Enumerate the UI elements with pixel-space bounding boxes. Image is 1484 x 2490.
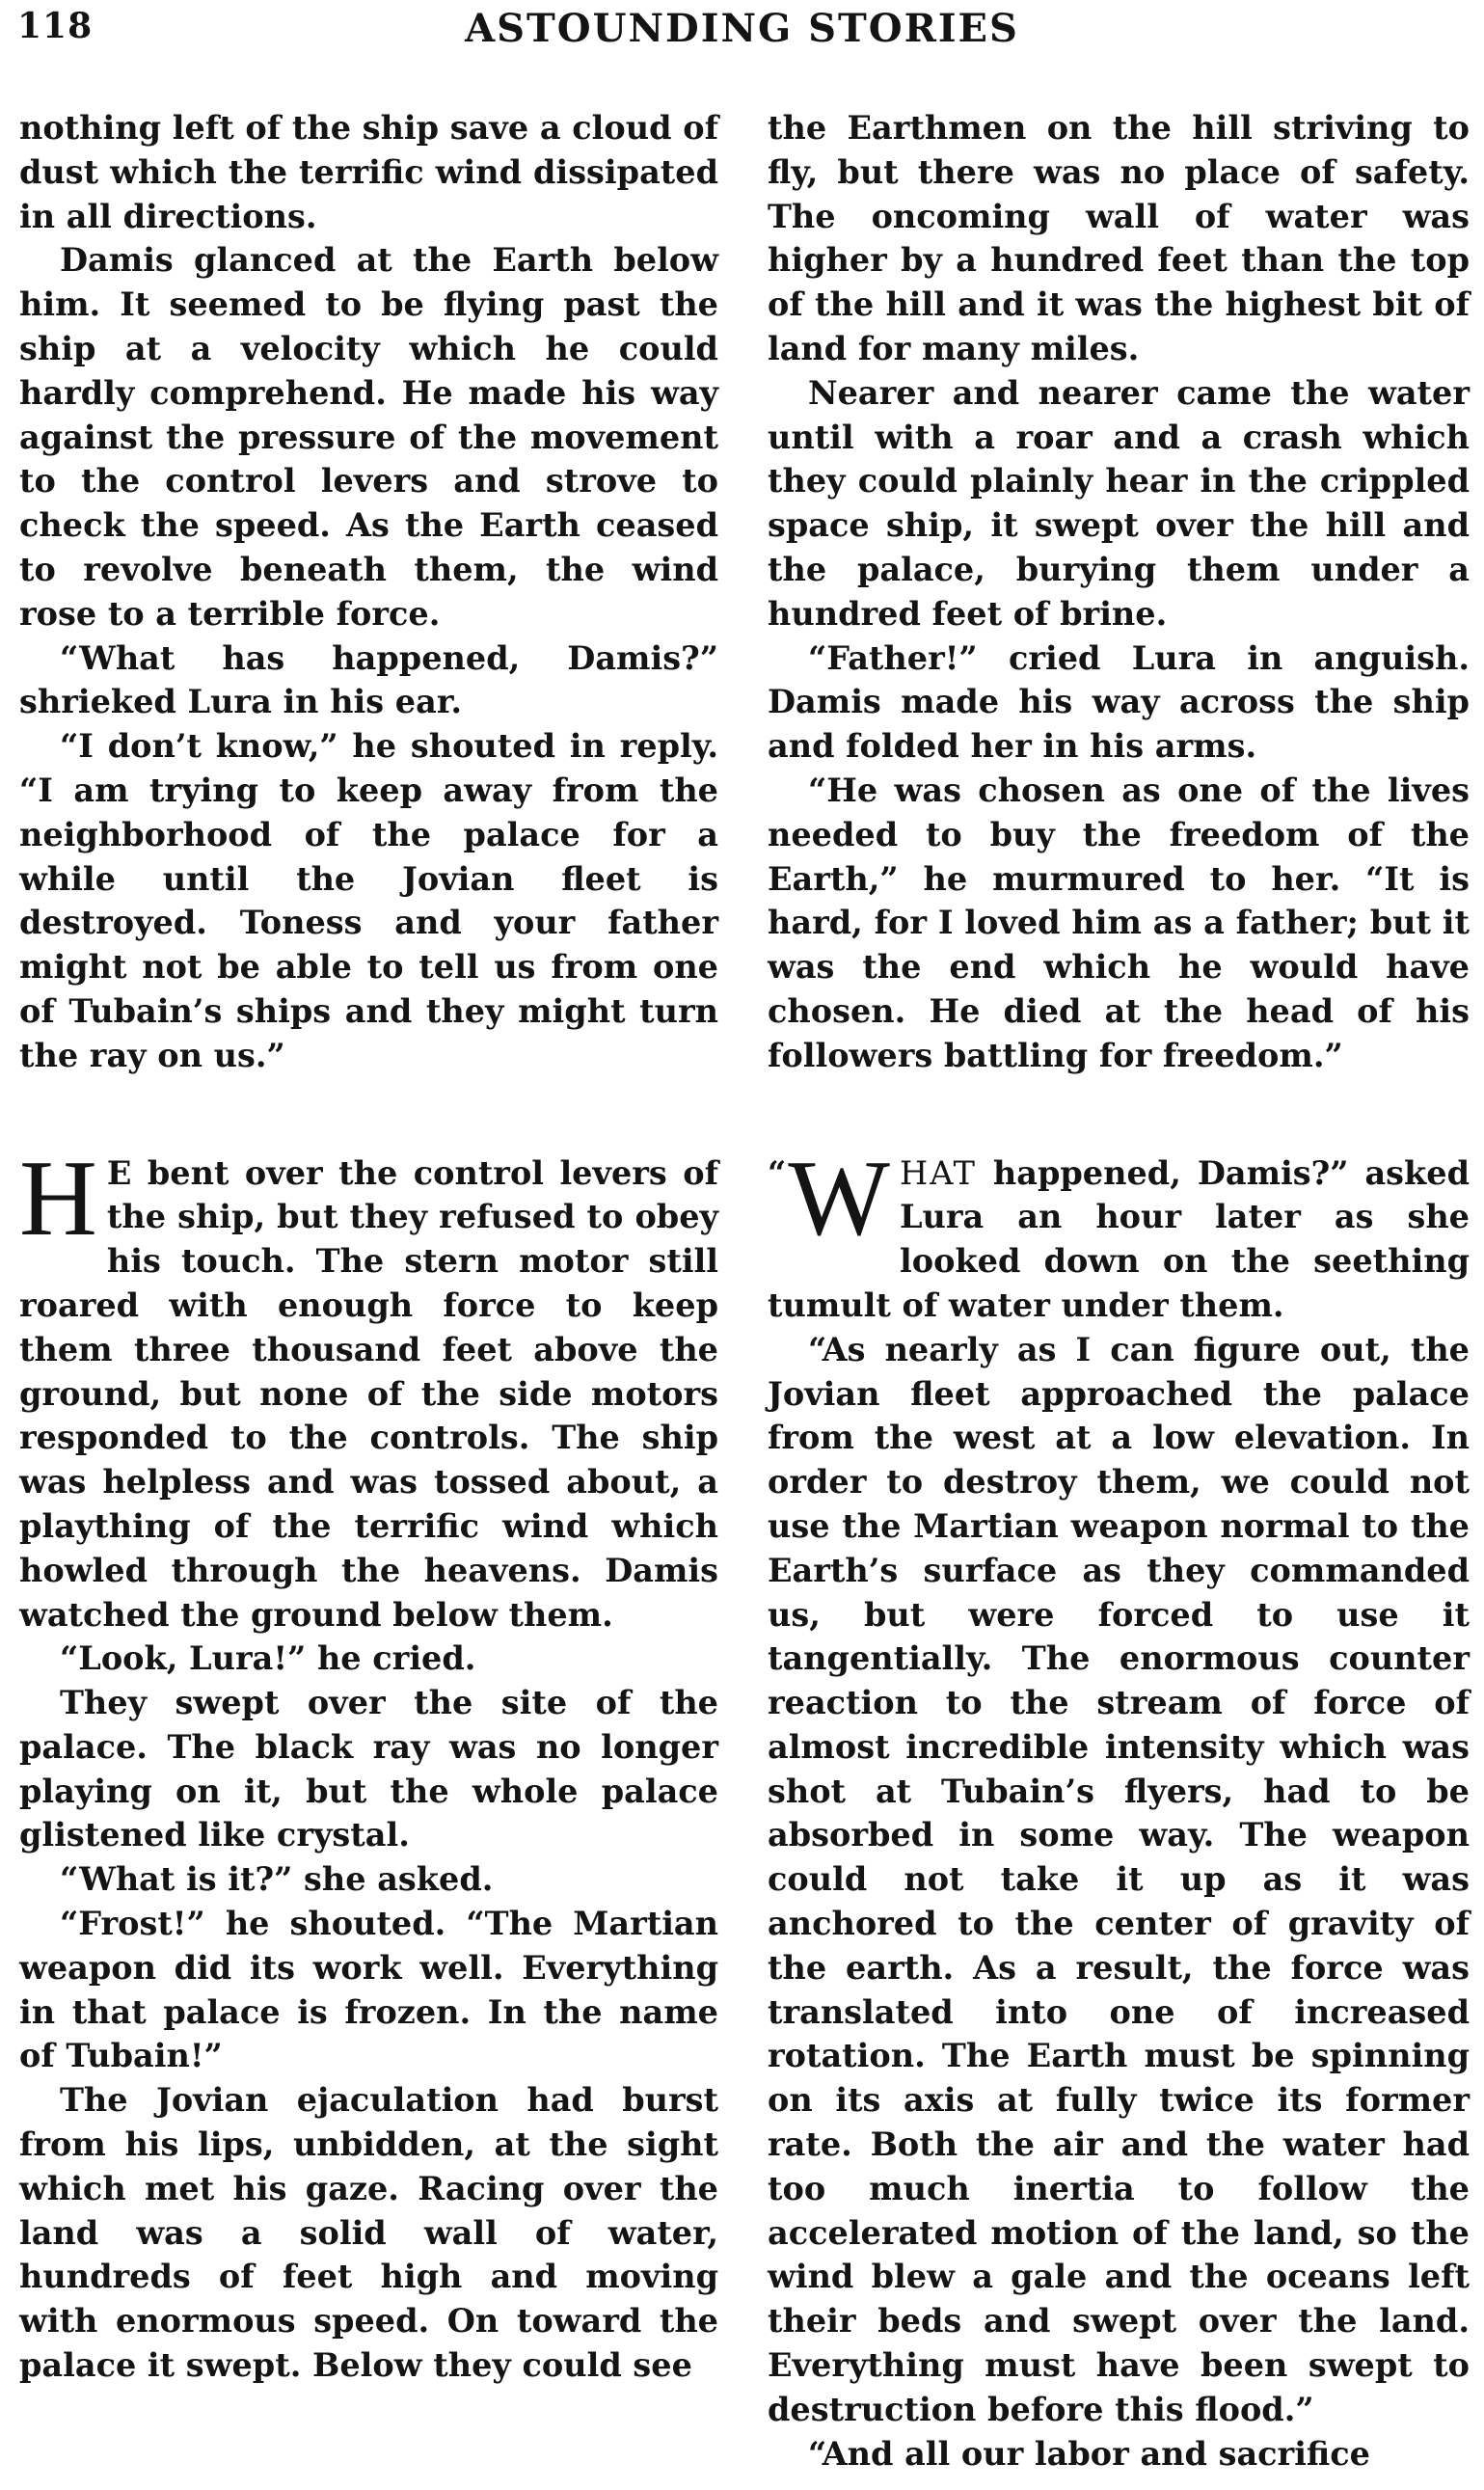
left-column: [19, 106, 718, 2388]
paragraph: The Jovian ejaculation had burst from his lips, unbidden, at the sight which met his gaze. Racing over the land was a solid wall of water, hundreds of feet high and moving with enormous speed. On toward the palace it swept. Below they could see: [19, 2081, 718, 2385]
running-head: ASTOUNDING STORIES: [465, 6, 1019, 51]
paragraph: “As nearly as I can figure out, the Jovian fleet approached the palace from the west at a low elevation. In order to destroy them, we could not use the Martian weapon normal to the Earth’s surface as they commanded us, but were forced to use it tangentially. The enormous counter reaction to the stream of force of almost incredible intensity which was shot at Tubain’s flyers, had to be absorbed in some way. The weapon could not take it up as it was anchored to the center of gravity of the earth. As a result, the force was translated into one of increased rotation. The Earth must be spinning on its axis at fully twice its former rate. Both the air and the water had too much inertia to follow the accelerated motion of the land, so the wind blew a gale and the oceans left their beds and swept over the land. Everything must have been swept to destruction before this flood.”: [768, 1330, 1470, 2428]
paragraph: the Earthmen on the hill striving to fly, but there was no place of safety. The oncoming wall of water was higher by a hundred feet than the top of the hill and it was the highest bit of land for many miles.: [768, 109, 1470, 367]
paragraph-text: happened, Damis?” asked Lura an hour later as she looked down on the seething tumult of water under them.: [768, 1153, 1470, 1324]
paragraph: They swept over the site of the palace. The black ray was no longer playing on it, but the whole palace glistened like crystal.: [19, 1684, 718, 1854]
paragraph: nothing left of the ship save a cloud of dust which the terrific wind dissipated in all directions.: [19, 109, 718, 235]
page-header: [17, 6, 1467, 56]
opening-quote: “: [768, 1153, 787, 1192]
paragraph: “What is it?” she asked.: [60, 1860, 494, 1899]
paragraph: “What has happened, Damis?” shrieked Lura in his ear.: [19, 638, 718, 721]
paragraph: “He was chosen as one of the lives needed to buy the freedom of the Earth,” he murmured to her. “It is hard, for I loved him as a father; but it was the end which he would have chosen. He died at the head of his followers battling for freedom.”: [768, 771, 1470, 1074]
section-break: [19, 1078, 718, 1151]
section-opening-paragraph: [19, 1138, 718, 1637]
paragraph: “And all our labor and sacrifice: [808, 2434, 1370, 2473]
paragraph: “I don’t know,” he shouted in reply. “I am trying to keep away from the neighborhood of the palace for a while until the Jovian fleet is destroyed. Toness and your father might not be able to tell us from one of Tubain’s ships and they might turn the ray on us.”: [19, 727, 718, 1074]
section-opening-paragraph: [768, 1138, 1470, 1328]
drop-cap: H: [19, 1138, 97, 1259]
right-column: [768, 106, 1470, 2476]
paragraph: “Frost!” he shouted. “The Martian weapon did its work well. Everything in that palace is frozen. In the name of Tubain!”: [19, 1905, 718, 2075]
paragraph-text: E bent over the control levers of the ship, but they refused to obey his touch. The stern motor still roared with enough force to keep them three thousand feet above the ground, but none of the side motors responded to the controls. The ship was helpless and was tossed about, a plaything of the terrific wind which howled through the heavens. Damis watched the ground below them.: [19, 1153, 718, 1634]
paragraph: “Father!” cried Lura in anguish. Damis made his way across the ship and folded her in his arms.: [768, 638, 1470, 766]
drop-cap: W: [788, 1138, 890, 1259]
paragraph: Nearer and nearer came the water until with a roar and a crash which they could plainly hear in the crippled space ship, it swept over the hill and the palace, burying them under a hundred feet of brine.: [768, 373, 1470, 633]
paragraph: Damis glanced at the Earth below him. It seemed to be flying past the ship at a velocity which he could hardly comprehend. He made his way against the pressure of the movement to the control levers and strove to check the speed. As the Earth ceased to revolve beneath them, the wind rose to a terrible force.: [19, 241, 718, 633]
small-caps-word: HAT: [900, 1153, 977, 1192]
paragraph: “Look, Lura!” he cried.: [60, 1639, 476, 1678]
page-number: 118: [17, 6, 94, 46]
